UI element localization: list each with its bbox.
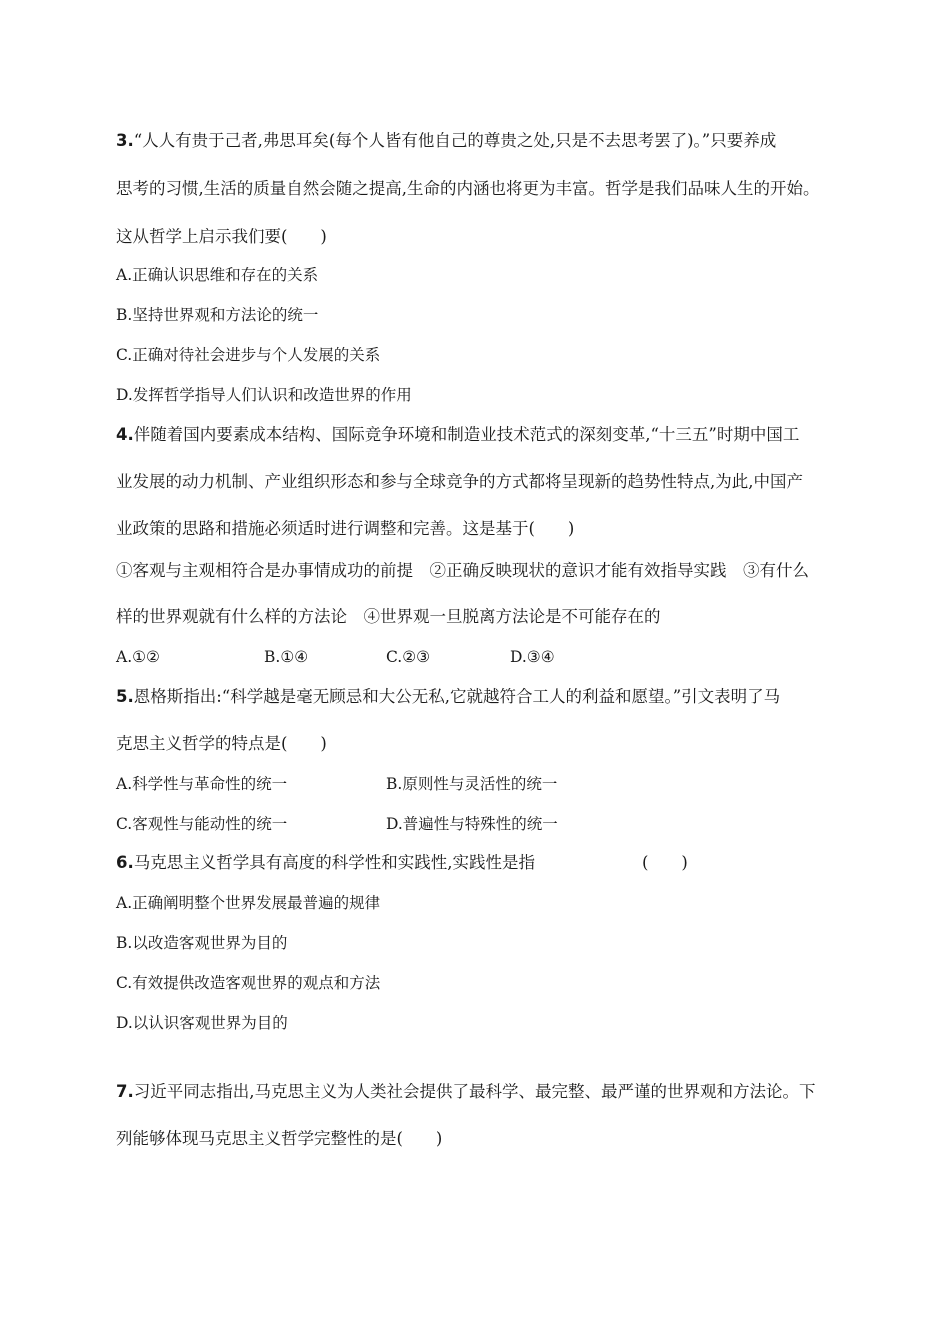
question-4-option-d: D.③④ bbox=[510, 648, 555, 666]
question-7-line-1 bbox=[116, 1081, 816, 1103]
question-6-option-b: B.以改造客观世界为目的 bbox=[116, 934, 288, 952]
question-6-option-d: D.以认识客观世界为目的 bbox=[116, 1014, 288, 1032]
question-5-options-row-2 bbox=[116, 813, 596, 835]
question-5-option-c: C.客观性与能动性的统一 bbox=[116, 815, 288, 833]
question-5-option-d: D.普遍性与特殊性的统一 bbox=[386, 815, 558, 833]
question-text: 伴随着国内要素成本结构、国际竞争环境和制造业技术范式的深刻变革,“十三五”时期中国工 bbox=[133, 425, 800, 444]
question-number: 6. bbox=[116, 853, 134, 872]
question-number: 3. bbox=[116, 131, 134, 150]
question-text: 马克思主义哲学具有高度的科学性和实践性,实践性是指 bbox=[133, 853, 535, 872]
question-6-answer-parentheses: ( ) bbox=[642, 853, 688, 872]
question-number: 5. bbox=[116, 687, 134, 706]
question-text: 习近平同志指出,马克思主义为人类社会提供了最科学、最完整、最严谨的世界观和方法论。下 bbox=[133, 1082, 816, 1101]
question-6-option-a: A.正确阐明整个世界发展最普遍的规律 bbox=[116, 894, 381, 912]
question-4-statements-line-1: ①客观与主观相符合是办事情成功的前提 ②正确反映现状的意识才能有效指导实践 ③有什么 bbox=[116, 561, 809, 580]
question-text: “人人有贵于己者,弗思耳矣(每个人皆有他自己的尊贵之处,只是不去思考罢了)。”只要养成 bbox=[133, 131, 777, 150]
question-4-line-3: 业政策的思路和措施必须适时进行调整和完善。这是基于( ) bbox=[116, 519, 575, 538]
question-6-line-1 bbox=[116, 852, 535, 874]
question-3-line-2: 思考的习惯,生活的质量自然会随之提高,生命的内涵也将更为丰富。哲学是我们品味人生的开始。 bbox=[116, 179, 820, 198]
question-4-line-2: 业发展的动力机制、产业组织形态和参与全球竞争的方式都将呈现新的趋势性特点,为此,中国产 bbox=[116, 472, 803, 491]
question-3-option-c: C.正确对待社会进步与个人发展的关系 bbox=[116, 346, 381, 364]
question-4-option-b: B.①④ bbox=[264, 648, 309, 666]
question-4-options bbox=[116, 646, 576, 668]
question-7-line-2: 列能够体现马克思主义哲学完整性的是( ) bbox=[116, 1129, 443, 1148]
question-3-option-a: A.正确认识思维和存在的关系 bbox=[116, 266, 319, 284]
question-3-line-1 bbox=[116, 130, 776, 152]
question-4-statements-line-2: 样的世界观就有什么样的方法论 ④世界观一旦脱离方法论是不可能存在的 bbox=[116, 607, 661, 626]
question-number: 7. bbox=[116, 1082, 134, 1101]
question-5-line-2: 克思主义哲学的特点是( ) bbox=[116, 734, 327, 753]
question-3-option-b: B.坚持世界观和方法论的统一 bbox=[116, 306, 319, 324]
question-3-line-3: 这从哲学上启示我们要( ) bbox=[116, 227, 327, 246]
question-4-option-c: C.②③ bbox=[386, 648, 431, 666]
question-text: 恩格斯指出:“科学越是毫无顾忌和大公无私,它就越符合工人的利益和愿望。”引文表明了马 bbox=[133, 687, 781, 706]
question-4-line-1 bbox=[116, 424, 799, 446]
question-5-options-row-1 bbox=[116, 773, 596, 795]
question-5-option-b: B.原则性与灵活性的统一 bbox=[386, 775, 558, 793]
question-5-option-a: A.科学性与革命性的统一 bbox=[116, 775, 288, 793]
question-5-line-1 bbox=[116, 686, 780, 708]
question-3-option-d: D.发挥哲学指导人们认识和改造世界的作用 bbox=[116, 386, 412, 404]
question-4-option-a: A.①② bbox=[116, 648, 160, 666]
question-6-option-c: C.有效提供改造客观世界的观点和方法 bbox=[116, 974, 381, 992]
question-number: 4. bbox=[116, 425, 134, 444]
